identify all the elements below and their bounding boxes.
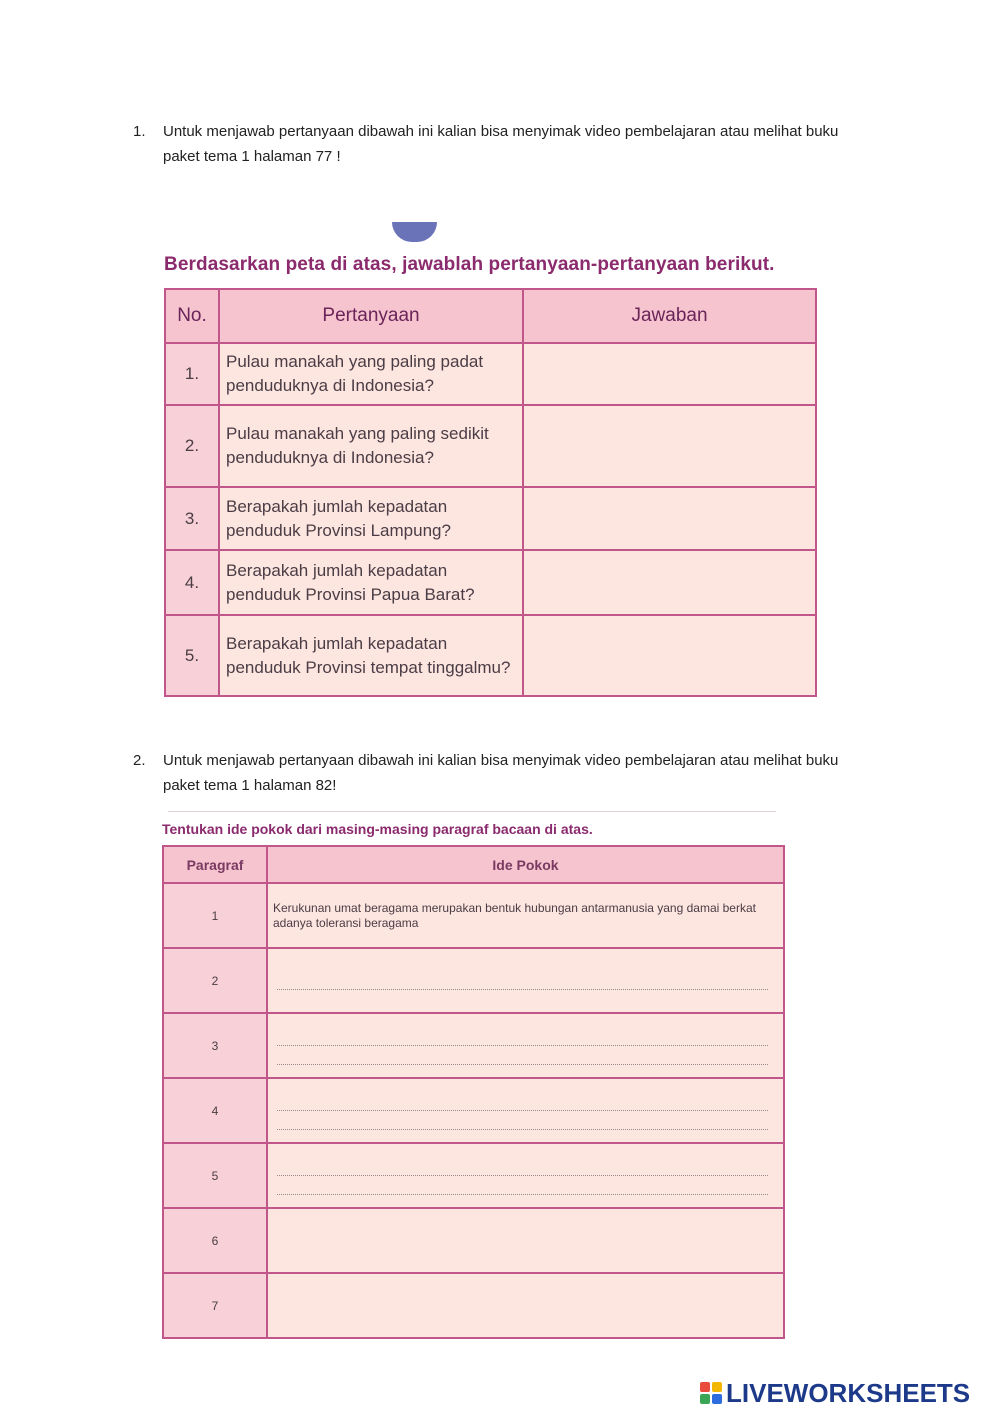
paragraph-number: 2: [163, 948, 267, 1013]
answer-cell[interactable]: [523, 343, 816, 405]
instruction-1: [133, 119, 853, 169]
column-header-main-idea: Ide Pokok: [267, 846, 784, 883]
column-header-question: Pertanyaan: [219, 289, 523, 343]
question-text: Pulau manakah yang paling padat penduduknya di Indonesia?: [219, 343, 523, 405]
dotted-line: [277, 1157, 768, 1176]
question-text: Berapakah jumlah kepadatan penduduk Provinsi tempat tinggalmu?: [219, 615, 523, 696]
paragraph-number: 5: [163, 1143, 267, 1208]
logo-square: [712, 1382, 722, 1392]
paragraph-number: 7: [163, 1273, 267, 1338]
answer-cell[interactable]: [523, 487, 816, 550]
liveworksheets-logo: [700, 1378, 970, 1408]
table-row: [163, 1143, 784, 1208]
table-row: [163, 1013, 784, 1078]
table-row: [165, 615, 816, 696]
answer-cell[interactable]: [523, 615, 816, 696]
instruction-number: 2.: [133, 752, 146, 769]
instruction-text: Untuk menjawab pertanyaan dibawah ini kalian bisa menyimak video pembelajaran atau melihat buku paket tema 1 halaman 77 !: [163, 123, 839, 165]
table-row: [165, 550, 816, 615]
table2-heading: Tentukan ide pokok dari masing-masing paragraf bacaan di atas.: [162, 821, 593, 837]
question-text: Pulau manakah yang paling sedikit penduduknya di Indonesia?: [219, 405, 523, 487]
table-row: [163, 1078, 784, 1143]
main-idea-answer[interactable]: [267, 948, 784, 1013]
row-number: 2.: [165, 405, 219, 487]
main-idea-answer[interactable]: [267, 1013, 784, 1078]
instruction-number: 1.: [133, 123, 146, 140]
main-idea-answer[interactable]: [267, 1143, 784, 1208]
column-header-answer: Jawaban: [523, 289, 816, 343]
table-row: [163, 1208, 784, 1273]
answer-cell[interactable]: [523, 405, 816, 487]
main-idea-text: Kerukunan umat beragama merupakan bentuk hubungan antarmanusia yang damai berkat adanya toleransi beragama: [267, 883, 784, 948]
paragraph-number: 6: [163, 1208, 267, 1273]
column-header-no: No.: [165, 289, 219, 343]
logo-square: [712, 1394, 722, 1404]
main-idea-answer[interactable]: [267, 1208, 784, 1273]
question-text: Berapakah jumlah kepadatan penduduk Provinsi Lampung?: [219, 487, 523, 550]
dotted-line: [277, 1176, 768, 1195]
column-header-paragraph: Paragraf: [163, 846, 267, 883]
dotted-line: [277, 1111, 768, 1130]
table-row: [163, 1273, 784, 1338]
row-number: 4.: [165, 550, 219, 615]
row-number: 3.: [165, 487, 219, 550]
table-row: [163, 883, 784, 948]
table1-heading: Berdasarkan peta di atas, jawablah pertanyaan-pertanyaan berikut.: [164, 254, 775, 275]
table-row: [165, 487, 816, 550]
main-idea-answer[interactable]: [267, 1273, 784, 1338]
row-number: 1.: [165, 343, 219, 405]
answer-cell[interactable]: [523, 550, 816, 615]
question-table: [164, 288, 817, 697]
map-fragment-shape: [392, 222, 437, 242]
brand-name: LIVEWORKSHEETS: [726, 1377, 971, 1408]
paragraph-number: 4: [163, 1078, 267, 1143]
instruction-text: Untuk menjawab pertanyaan dibawah ini kalian bisa menyimak video pembelajaran atau melihat buku paket tema 1 halaman 82!: [163, 752, 839, 794]
logo-square: [700, 1382, 710, 1392]
instruction-2: [133, 748, 853, 798]
logo-grid-icon: [700, 1382, 722, 1404]
divider: [168, 811, 776, 812]
main-idea-answer[interactable]: [267, 1078, 784, 1143]
dotted-line: [277, 971, 768, 990]
row-number: 5.: [165, 615, 219, 696]
dotted-line: [277, 1092, 768, 1111]
dotted-line: [277, 1046, 768, 1065]
main-idea-table: [162, 845, 785, 1339]
paragraph-number: 1: [163, 883, 267, 948]
dotted-line: [277, 1027, 768, 1046]
paragraph-number: 3: [163, 1013, 267, 1078]
table-row: [165, 343, 816, 405]
table-row: [165, 405, 816, 487]
question-text: Berapakah jumlah kepadatan penduduk Provinsi Papua Barat?: [219, 550, 523, 615]
table-row: [163, 948, 784, 1013]
logo-square: [700, 1394, 710, 1404]
